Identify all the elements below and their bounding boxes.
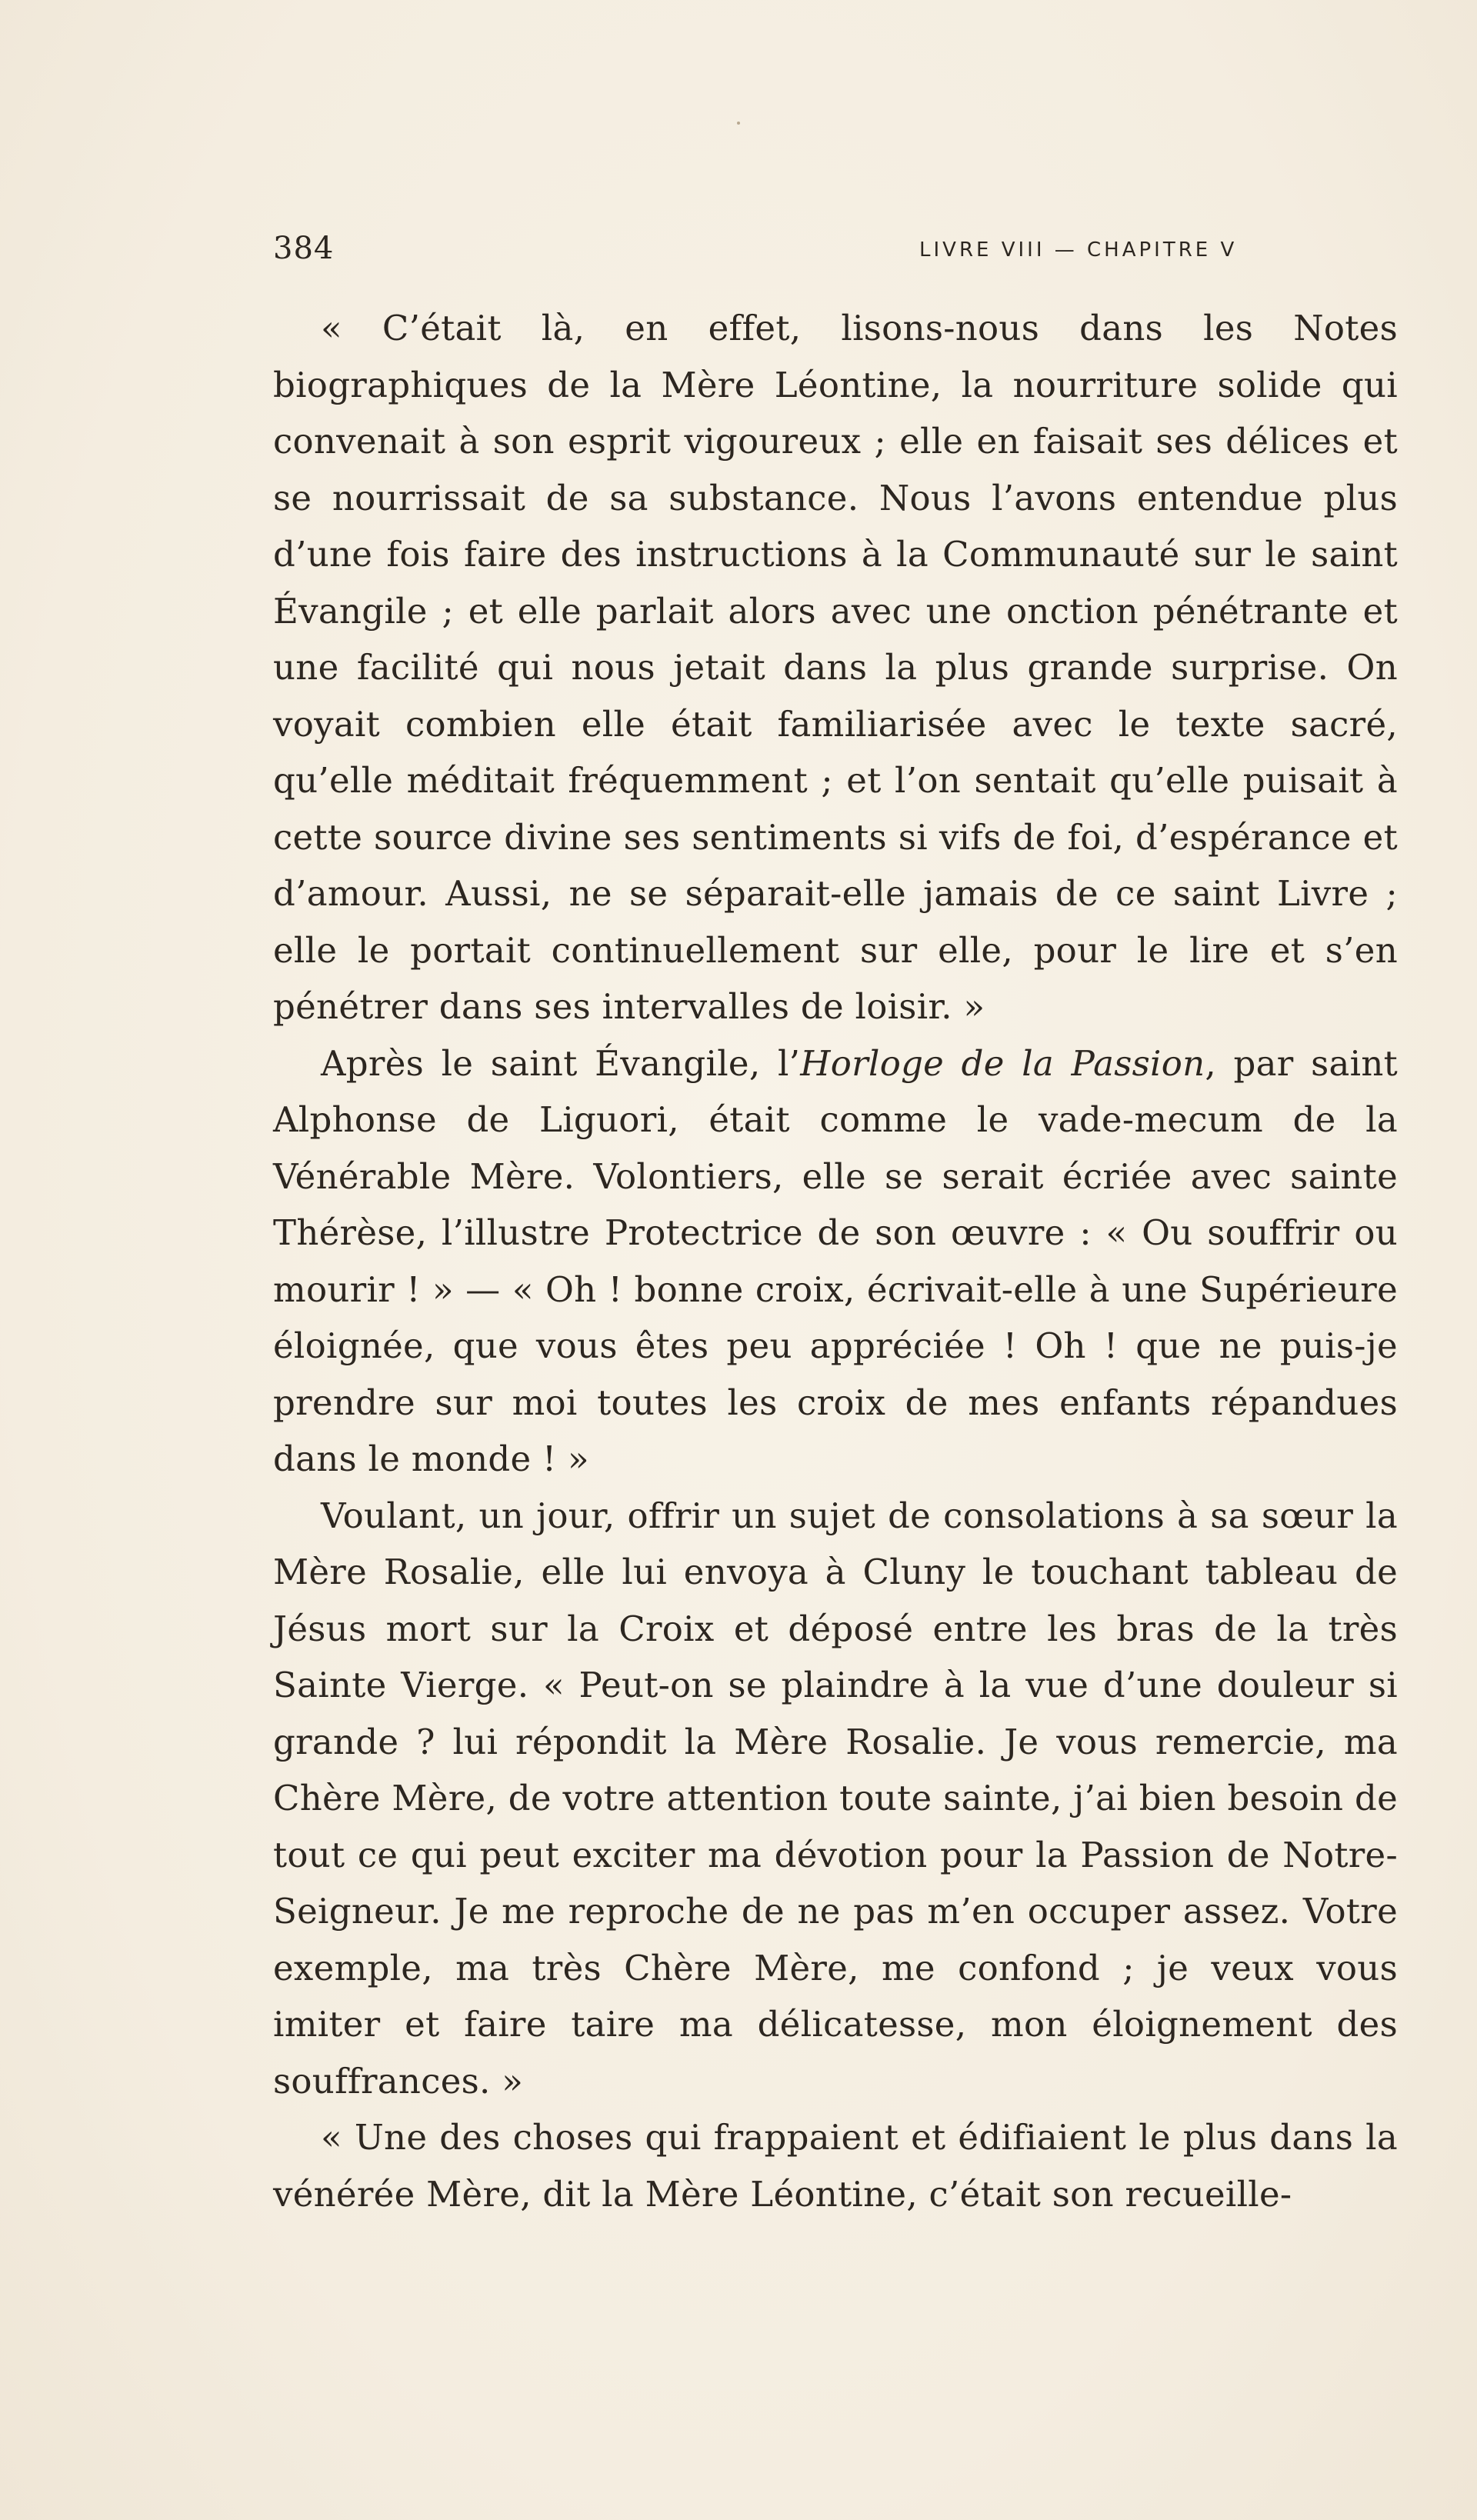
page-header [273,231,1404,269]
paragraph: « Une des choses qui frappaient et édifiaient le plus dans la vénérée Mère, dit la Mère Léontine, c’était son recueille- [273,2117,1398,2215]
paragraph: « C’était là, en effet, lisons-nous dans les Notes biographiques de la Mère Léontine, la nourriture solide qui convenait à son esprit vigoureux ; elle en faisait ses délices et se nourrissait de sa substance. Nous l’avons entendue plus d’une fois faire des instructions à la Communauté sur le saint Évangile ; et elle parlait alors avec une onction pénétrante et une facilité qui nous jetait dans la plus grande surprise. On voyait combien elle était familiarisée avec le texte sacré, qu’elle méditait fréquemment ; et l’on sentait qu’elle puisait à cette source divine ses sentiments si vifs de foi, d’espérance et d’amour. Aussi, ne se séparait-elle jamais de ce saint Livre ; elle le portait continuellement sur elle, pour le lire et s’en pénétrer dans ses intervalles de loisir. » [273,308,1398,1027]
paper-speck [737,122,740,125]
book-title-italic: Horloge de la Passion [800,1042,1205,1084]
page-number: 384 [273,231,335,266]
paragraph [273,1035,1398,1488]
body-text [273,300,1398,2222]
paragraph: Voulant, un jour, offrir un sujet de consolations à sa sœur la Mère Rosalie, elle lui envoya à Cluny le touchant tableau de Jésus mort sur la Croix et déposé entre les bras de la très Sainte Vierge. « Peut-on se plaindre à la vue d’une douleur si grande ? lui répondit la Mère Rosalie. Je vous remercie, ma Chère Mère, de votre attention toute sainte, j’ai bien besoin de tout ce qui peut exciter ma dévotion pour la Passion de Notre-Seigneur. Je me reproche de ne pas m’en occuper assez. Votre exemple, ma très Chère Mère, me confond ; je veux vous imiter et faire taire ma délicatesse, mon éloignement des souffrances. » [273,1495,1398,2102]
paragraph-text: , par saint Alphonse de Liguori, était comme le vade-mecum de la Vénérable Mère. Volontiers, elle se serait écriée avec sainte Thérèse, l’illustre Protectrice de son œuvre : « Ou souffrir ou mourir ! » — « Oh ! bonne croix, écrivait-elle à une Supérieure éloignée, que vous êtes peu appréciée ! Oh ! que ne puis-je prendre sur moi toutes les croix de mes enfants répandues dans le monde ! » [273,1042,1398,1479]
paragraph-text: Après le saint Évangile, l’ [321,1042,801,1084]
running-head: LIVRE VIII — CHAPITRE V [919,238,1238,262]
